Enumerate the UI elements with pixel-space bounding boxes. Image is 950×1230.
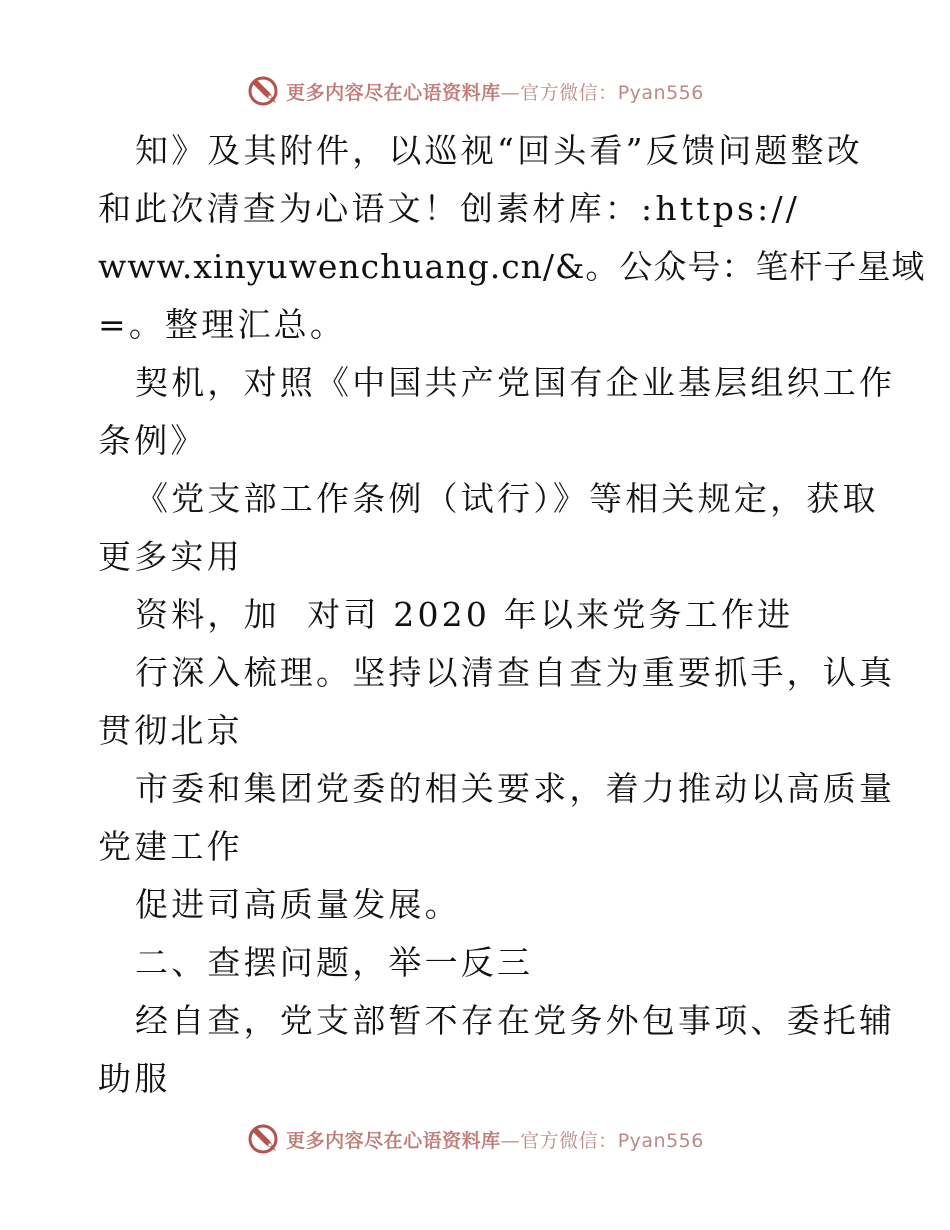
body-line: 助服 [98,1059,171,1098]
header-banner [0,71,950,111]
body-line: =。整理汇总。 [98,305,347,344]
body-line: 促进司高质量发展。 [135,885,461,924]
body-line: www.xinyuwenchuang.cn/&。公众号：笔杆子星域 [98,247,926,286]
body-line: 市委和集团党委的相关要求，着力推动以高质量 [135,769,896,808]
wechat-label: 官方微信： [520,81,618,104]
document-body [98,122,926,1108]
body-line: 契机，对照《中国共产党国有企业基层组织工作 [135,363,896,402]
wechat-id: Pyan556 [617,81,704,104]
banner-text [286,78,704,105]
body-line: 行深入梳理。坚持以清查自查为重要抓手，认真 [135,653,896,692]
body-line: 贯彻北京 [98,711,243,750]
body-line: 和此次清查为心语文！创素材库：:https:// [98,189,801,228]
wechat-label: 官方微信： [520,1129,618,1152]
body-line: 党建工作 [98,827,243,866]
body-line: 知》及其附件，以巡视“回头看”反馈问题整改 [135,131,863,170]
footer-banner [0,1119,950,1159]
section-heading: 二、查摆问题，举一反三 [135,943,534,982]
banner-text [286,1126,704,1153]
body-line: 更多实用 [98,537,243,576]
body-line: 《党支部工作条例（试行）》等相关规定，获取 [135,479,879,518]
wechat-id: Pyan556 [617,1129,704,1152]
brand-text: 更多内容尽在心语资料库 [286,81,501,104]
banner-dash: — [500,81,521,104]
body-line: 经自查，党支部暂不存在党务外包事项、委托辅 [135,1001,896,1040]
body-line: 条例》 [98,421,207,460]
body-line: 资料，加 对司 2020 年以来党务工作进 [135,595,794,634]
pen-nib-logo-icon [246,1122,280,1156]
brand-text: 更多内容尽在心语资料库 [286,1129,501,1152]
banner-dash: — [500,1129,521,1152]
pen-nib-logo-icon [246,74,280,108]
